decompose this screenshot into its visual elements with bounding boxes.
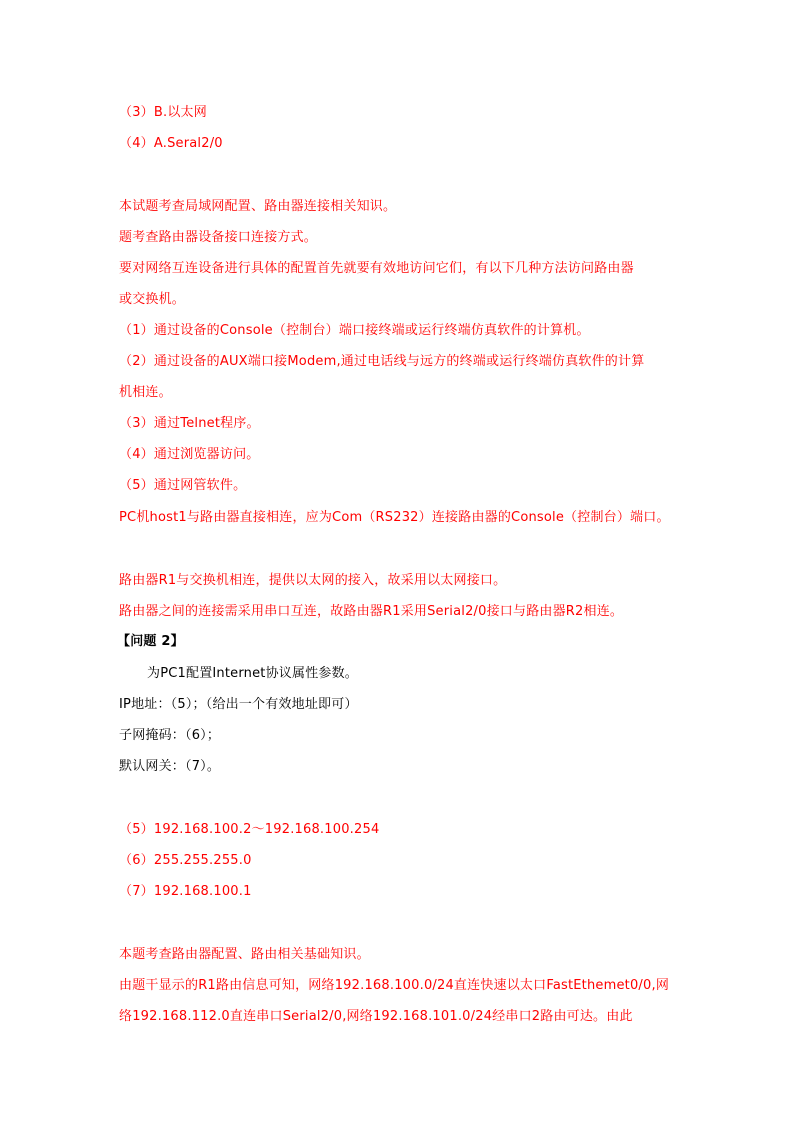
question-2-heading: 【问题 2】	[117, 634, 184, 649]
analysis-line: 题考查路由器设备接口连接方式。	[119, 230, 318, 245]
analysis-line: 路由器之间的连接需采用串口互连，故路由器R1采用Serial2/0接口与路由器R2相连。	[119, 604, 624, 619]
field-subnet-mask: 子网掩码：（6）；	[119, 728, 221, 743]
answer-7: （7）192.168.100.1	[119, 884, 252, 899]
analysis-line: （4）通过浏览器访问。	[119, 447, 260, 462]
answer-6: （6）255.255.255.0	[119, 853, 252, 868]
answer-3: （3）B.以太网	[119, 105, 207, 120]
analysis-line: 本题考查路由器配置、路由相关基础知识。	[119, 947, 370, 962]
analysis-line: （1）通过设备的Console（控制台）端口接终端或运行终端仿真软件的计算机。	[119, 323, 590, 338]
analysis-line: 或交换机。	[119, 292, 186, 307]
analysis-line: （5）通过网管软件。	[119, 478, 247, 493]
analysis-line: 机相连。	[119, 385, 172, 400]
analysis-line: 由题干显示的R1路由信息可知，网络192.168.100.0/24直连快速以太口FastEthemet0/0,网	[119, 978, 670, 993]
analysis-line: 路由器R1与交换机相连，提供以太网的接入，故采用以太网接口。	[119, 573, 507, 588]
answer-5: （5）192.168.100.2～192.168.100.254	[119, 822, 380, 837]
analysis-line: 本试题考查局域网配置、路由器连接相关知识。	[119, 199, 397, 214]
analysis-line: 要对网络互连设备进行具体的配置首先就要有效地访问它们，有以下几种方法访问路由器	[119, 261, 634, 276]
analysis-line: PC机host1与路由器直接相连，应为Com（RS232）连接路由器的Console（控制台）端口。	[119, 510, 670, 525]
field-ip-address: IP地址：（5）；（给出一个有效地址即可）	[119, 697, 358, 712]
field-default-gateway: 默认网关：（7）。	[119, 759, 221, 774]
analysis-line: （3）通过Telnet程序。	[119, 416, 260, 431]
question-2-prompt: 为PC1配置Internet协议属性参数。	[147, 666, 359, 681]
analysis-line: 络192.168.112.0直连串口Serial2/0,网络192.168.101.0/24经串口2路由可达。由此	[119, 1009, 633, 1024]
analysis-line: （2）通过设备的AUX端口接Modem,通过电话线与远方的终端或运行终端仿真软件的计算	[119, 354, 645, 369]
answer-4: （4）A.Seral2/0	[119, 136, 223, 151]
